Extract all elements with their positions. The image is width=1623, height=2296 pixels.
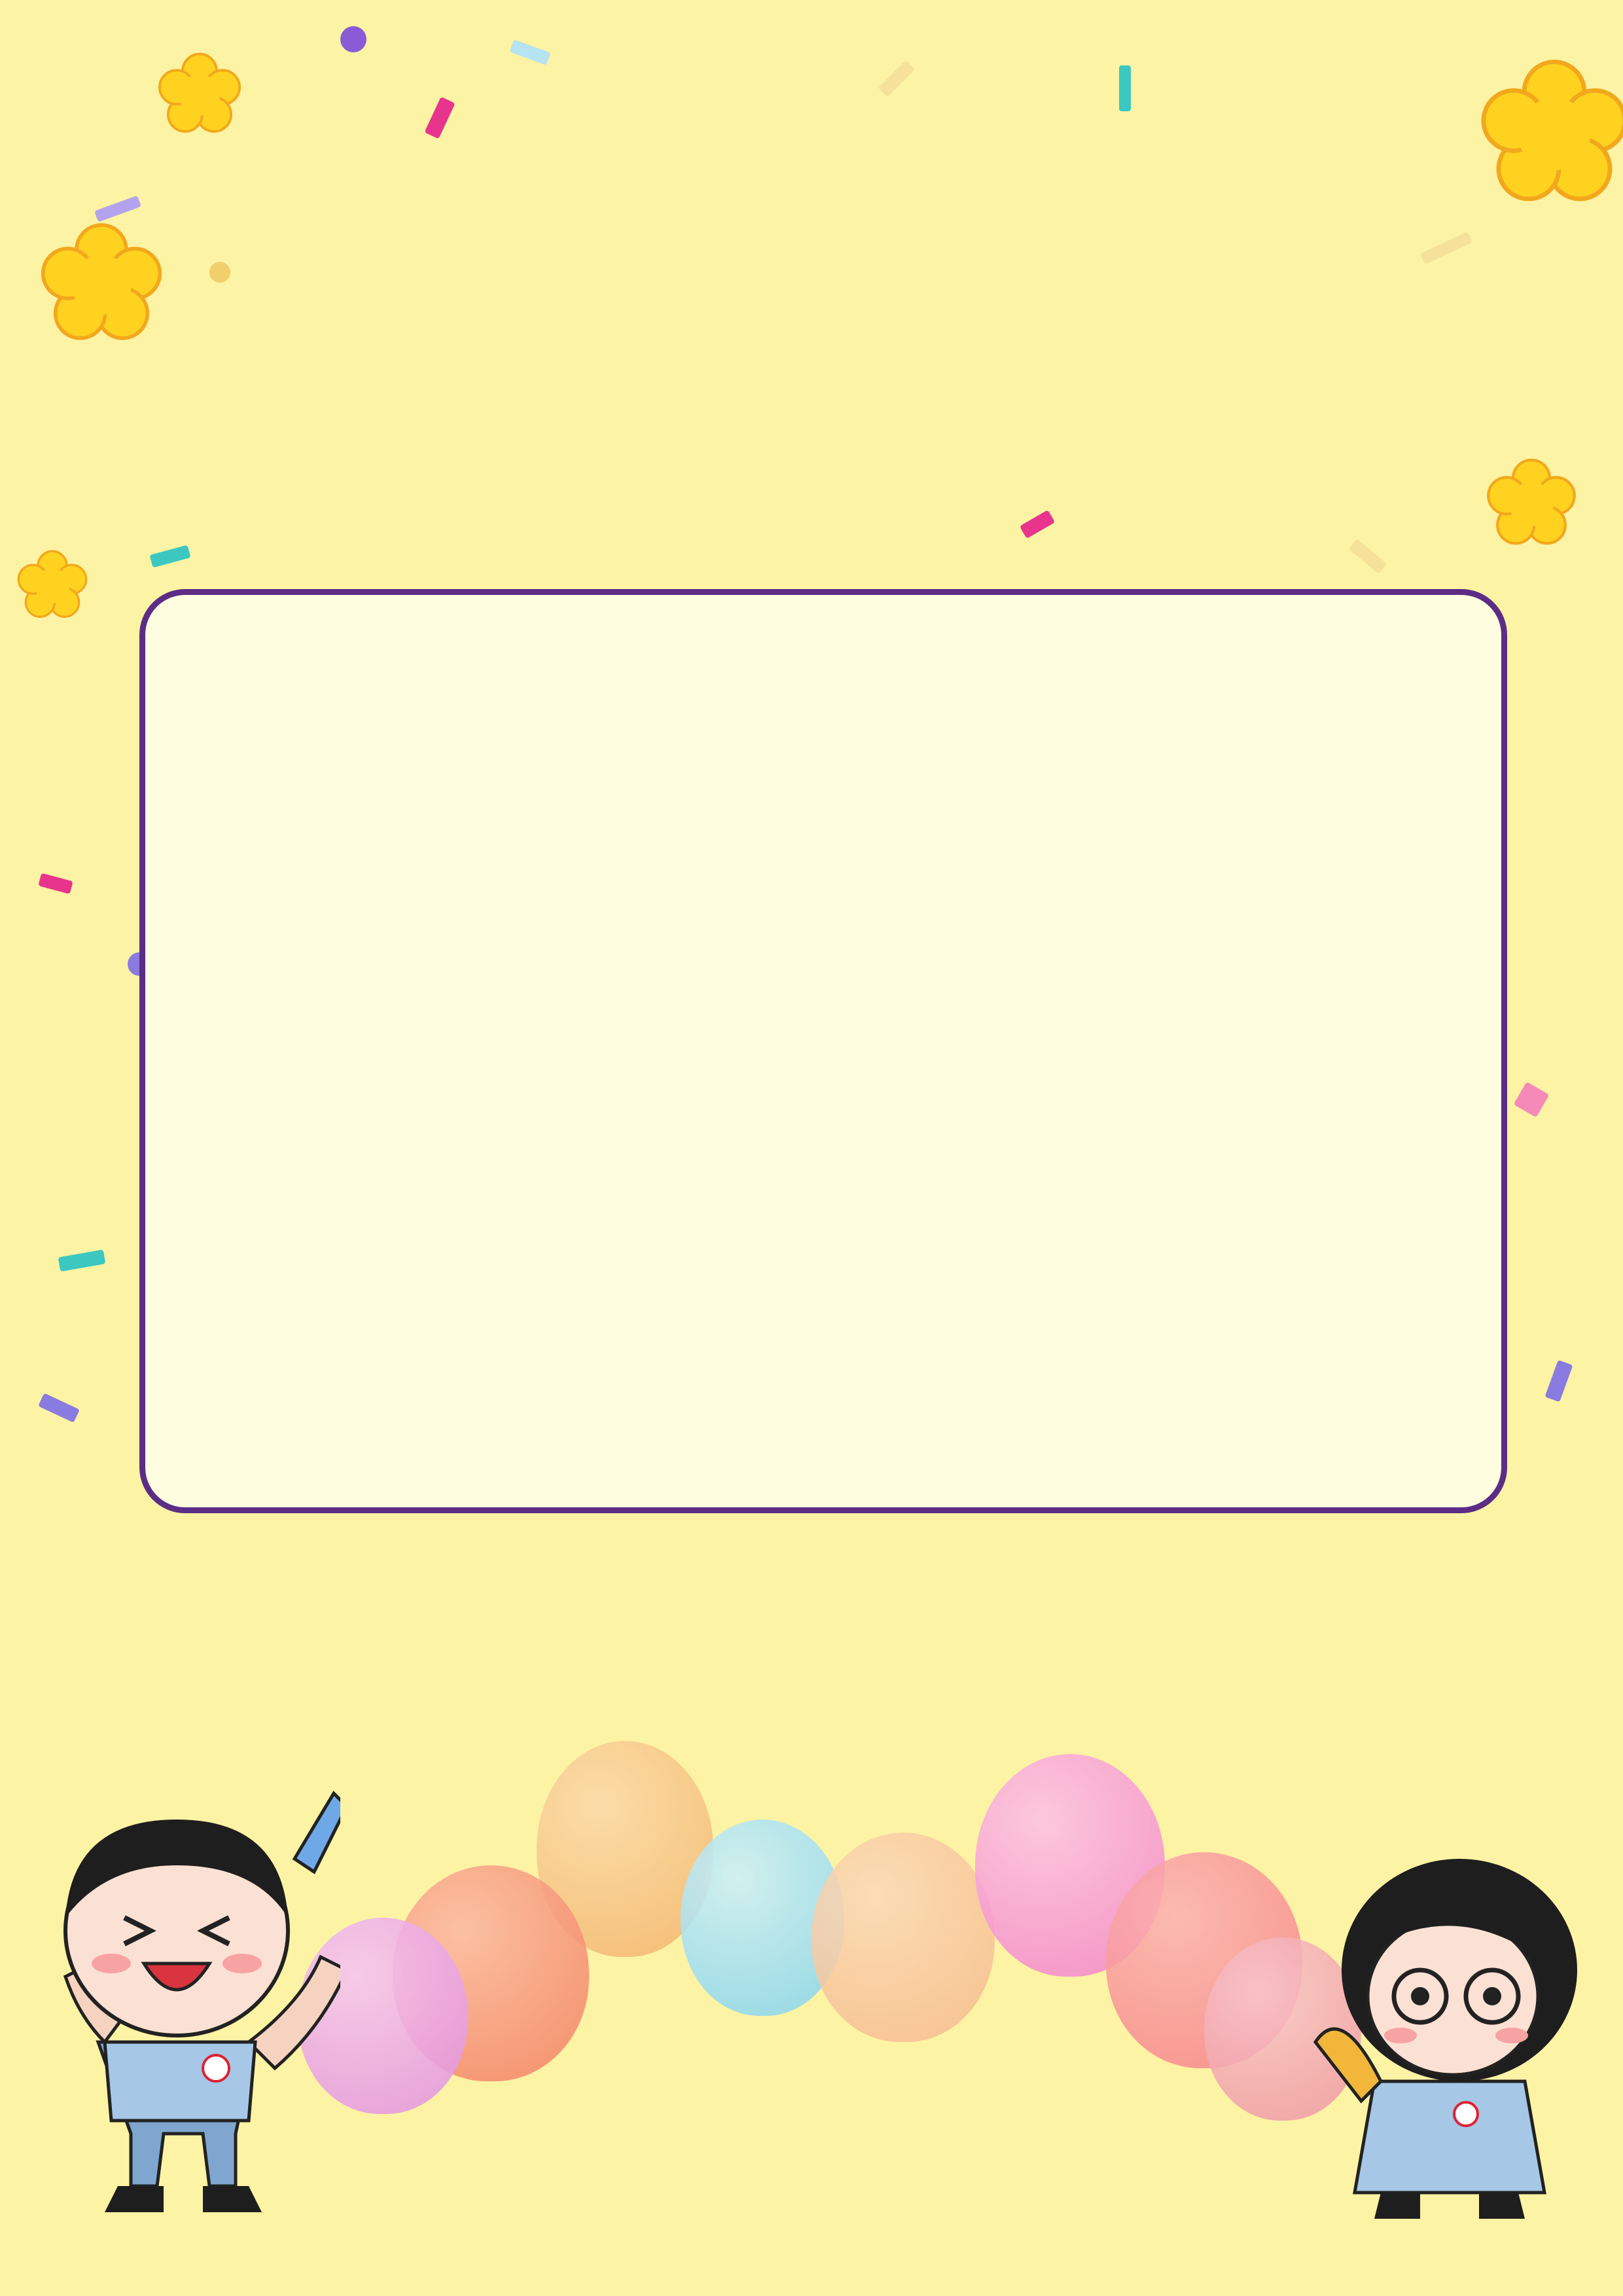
star-flower-icon (1479, 59, 1623, 209)
confetti-piece (1544, 1360, 1573, 1403)
confetti-piece (149, 545, 190, 568)
balloon (812, 1833, 995, 2042)
confetti-piece (38, 873, 73, 894)
confetti-piece (878, 60, 916, 98)
confetti-piece (58, 1249, 106, 1272)
confetti-piece (509, 39, 550, 65)
confetti-piece (1420, 232, 1472, 264)
girl-character-icon (1302, 1806, 1597, 2225)
star-flower-icon (1486, 458, 1577, 550)
star-flower-icon (157, 52, 242, 137)
confetti-piece (1119, 65, 1131, 111)
confetti-piece (94, 196, 141, 223)
confetti-piece (1020, 510, 1055, 539)
confetti-piece (38, 1393, 80, 1422)
confetti-piece (1349, 539, 1387, 574)
confetti-dot (209, 262, 230, 283)
confetti-piece (424, 97, 455, 139)
schools-table (139, 589, 1507, 1513)
confetti-dot (340, 26, 366, 52)
confetti-piece (1514, 1082, 1550, 1118)
boy-character-icon (39, 1767, 340, 2225)
star-flower-icon (39, 223, 164, 347)
star-flower-icon (16, 550, 88, 622)
